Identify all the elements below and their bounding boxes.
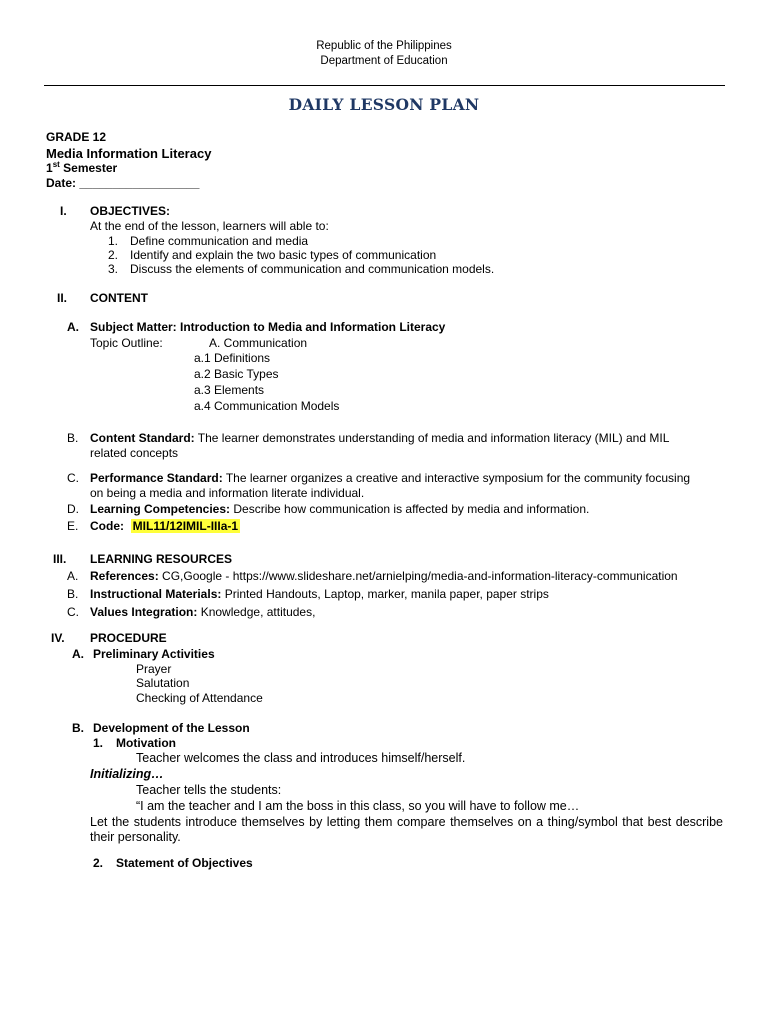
learning-competencies: Learning Competencies: Describe how communication is affected by media and information.	[90, 502, 590, 516]
motivation-heading: Motivation	[116, 736, 176, 750]
content-standard-cont: related concepts	[90, 446, 179, 460]
activity-prayer: Prayer	[136, 662, 172, 676]
topic-item-1: a.1 Definitions	[194, 351, 271, 365]
resources-heading: LEARNING RESOURCES	[90, 552, 233, 566]
objectives-intro: At the end of the lesson, learners will able to:	[90, 219, 329, 233]
initializing-text-2: “I am the teacher and I am the boss in this class, so you will have to follow me…	[136, 799, 580, 813]
objective-num-3: 3.	[108, 262, 119, 276]
subject-matter: Subject Matter: Introduction to Media and Information Literacy	[90, 320, 446, 334]
performance-standard: Performance Standard: The learner organizes a creative and interactive symposium for the community focusing	[90, 471, 691, 485]
section-numeral-2: II.	[57, 291, 68, 305]
content-b-letter: B.	[67, 431, 79, 445]
activity-salutation: Salutation	[136, 676, 190, 690]
content-d-letter: D.	[67, 502, 79, 516]
header-department: Department of Education	[320, 55, 448, 67]
grade-label: GRADE 12	[46, 130, 107, 144]
code-row: Code: MIL11/12IMIL-IIIa-1	[90, 519, 239, 533]
content-standard: Content Standard: The learner demonstrates understanding of media and information literacy (MIL) and MIL	[90, 431, 670, 445]
motivation-text: Teacher welcomes the class and introduces himself/herself.	[136, 751, 466, 765]
topic-item-4: a.4 Communication Models	[194, 399, 340, 413]
topic-item-2: a.2 Basic Types	[194, 367, 279, 381]
references: References: CG,Google - https://www.slideshare.net/arnielping/media-and-information-literacy-communication	[90, 569, 678, 583]
topic-item-3: a.3 Elements	[194, 383, 265, 397]
content-c-letter: C.	[67, 471, 79, 485]
initializing-label: Initializing…	[90, 767, 164, 781]
resources-c-letter: C.	[67, 605, 79, 619]
subject-label: Media Information Literacy	[46, 146, 212, 161]
topic-outline-label: Topic Outline:	[90, 336, 163, 350]
instructional-materials: Instructional Materials: Printed Handouts, Laptop, marker, manila paper, paper strips	[90, 587, 549, 601]
statement-of-objectives: Statement of Objectives	[116, 856, 253, 870]
header-republic: Republic of the Philippines	[316, 40, 452, 52]
section-numeral-3: III.	[53, 552, 67, 566]
resources-b-letter: B.	[67, 587, 79, 601]
activity-attendance: Checking of Attendance	[136, 691, 263, 705]
intro-paragraph: Let the students introduce themselves by letting them compare themselves on a thing/symbol that best describe their personality.	[90, 815, 723, 844]
motivation-num: 1.	[93, 736, 104, 750]
initializing-text-1: Teacher tells the students:	[136, 783, 282, 797]
objective-item-2: Identify and explain the two basic types of communication	[130, 248, 437, 262]
procedure-heading: PROCEDURE	[90, 631, 167, 645]
preliminary-activities: Preliminary Activities	[93, 647, 215, 661]
content-heading: CONTENT	[90, 291, 148, 305]
objective-num-2: 2.	[108, 248, 119, 262]
procedure-b-letter: B.	[72, 721, 84, 735]
objective-item-3: Discuss the elements of communication and communication models.	[130, 262, 495, 276]
resources-a-letter: A.	[67, 569, 79, 583]
objective-item-1: Define communication and media	[130, 234, 309, 248]
values-integration: Values Integration: Knowledge, attitudes,	[90, 605, 316, 619]
semester-label: 1st Semester	[46, 160, 118, 175]
content-a-letter: A.	[67, 320, 79, 334]
objective-num-1: 1.	[108, 234, 119, 248]
development-heading: Development of the Lesson	[93, 721, 250, 735]
procedure-a-letter: A.	[72, 647, 84, 661]
page-title: DAILY LESSON PLAN	[288, 95, 480, 114]
code-highlight: MIL11/12IMIL-IIIa-1	[132, 519, 239, 533]
section-numeral-4: IV.	[51, 631, 65, 645]
content-e-letter: E.	[67, 519, 79, 533]
section-numeral-1: I.	[60, 204, 67, 218]
date-field: Date: __________________	[46, 176, 200, 190]
statement-num: 2.	[93, 856, 104, 870]
header-divider	[44, 85, 725, 86]
topic-outline-first: A. Communication	[209, 336, 308, 350]
performance-standard-cont: on being a media and information literate individual.	[90, 486, 365, 500]
objectives-heading: OBJECTIVES:	[90, 204, 171, 218]
